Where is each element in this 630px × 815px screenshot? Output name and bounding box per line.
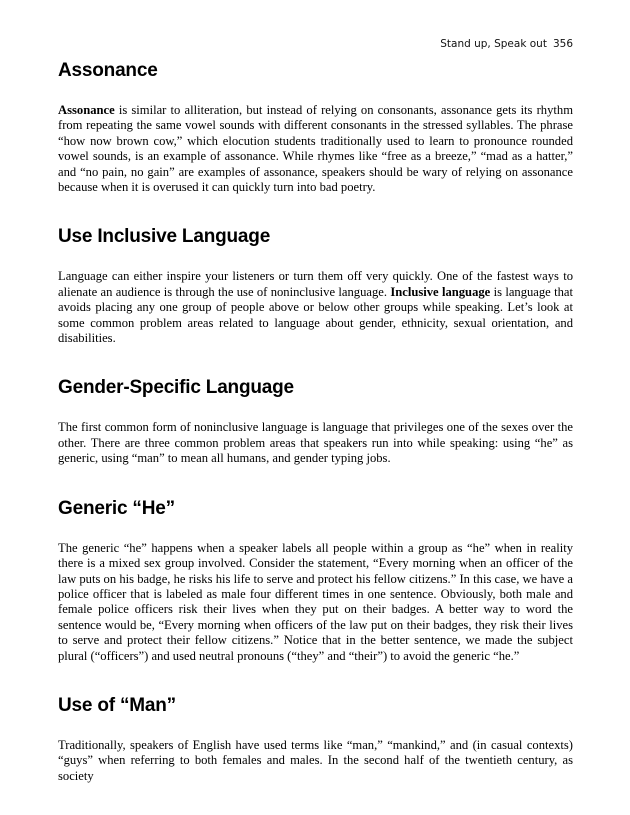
section-heading-generic-he: Generic “He”	[58, 497, 175, 519]
paragraph-assonance-text: is similar to alliteration, but instead of relying on consonants, assonance gets its rhythm from repeating the same vowel sounds with different consonants in the stressed syllables. The phrase “how now brown cow,” which elocution students traditionally used to learn to pronounce rounded vowel sounds, is an example of assonance. While rhymes like “free as a breeze,” “mad as a hatter,” and “no pain, no gain” are examples of assonance, speakers should be wary of relying on assonance because when it is overused it can quickly turn into bad poetry.	[58, 103, 573, 195]
paragraph-gender-specific: The first common form of noninclusive language is language that privileges one of the sexes over the other. There are three common problem areas that speakers run into while speaking: using “he” as generic, using “man” to mean all humans, and gender typing jobs.	[58, 420, 573, 466]
section-heading-inclusive-language: Use Inclusive Language	[58, 226, 271, 248]
paragraph-inclusive-text-before: Language can either inspire your listeners or turn them off very quickly. One of the fastest ways to alienate an audience is through the use of noninclusive language.	[58, 269, 573, 299]
section-heading-use-of-man: Use of “Man”	[58, 694, 176, 716]
paragraph-assonance	[58, 103, 573, 195]
term-assonance: Assonance	[58, 103, 115, 117]
section-heading-assonance: Assonance	[58, 60, 158, 81]
term-inclusive-language: Inclusive language	[390, 284, 491, 299]
paragraph-generic-he: The generic “he” happens when a speaker labels all people within a group as “he” when in reality there is a mixed sex group involved. Consider the statement, “Every morning when an officer of the law puts on his badge, he risks his life to serve and protect his fellow citizens.” In this case, we have a police officer that is labeled as male four different times in one sentence. Obviously, both male and female police officers risk their lives when they put on their badges. A better way to word the sentence would be, “Every morning when officers of the law put on their badges, they risk their lives to serve and protect their fellow citizens.” Notice that in the better sentence, we made the subject plural (“officers”) and used neutral pronouns (“they” and “their”) to avoid the generic “he.”	[58, 540, 573, 663]
page-content	[58, 60, 573, 784]
running-header	[440, 38, 573, 50]
page-number: 356	[552, 38, 573, 50]
paragraph-inclusive-text-after: is language that avoids placing any one group of people above or below other groups while speaking. Let’s look at some common problem areas related to language about gender, ethnicity, sexual orientation, and disabilities.	[58, 284, 573, 346]
section-heading-gender-specific: Gender-Specific Language	[58, 377, 294, 399]
paragraph-use-of-man: Traditionally, speakers of English have used terms like “man,” “mankind,” and (in casual contexts) “guys” when referring to both females and males. In the second half of the twentieth century, as society	[58, 737, 573, 783]
running-title: Stand up, Speak out	[440, 38, 547, 50]
paragraph-inclusive-language	[58, 269, 573, 346]
